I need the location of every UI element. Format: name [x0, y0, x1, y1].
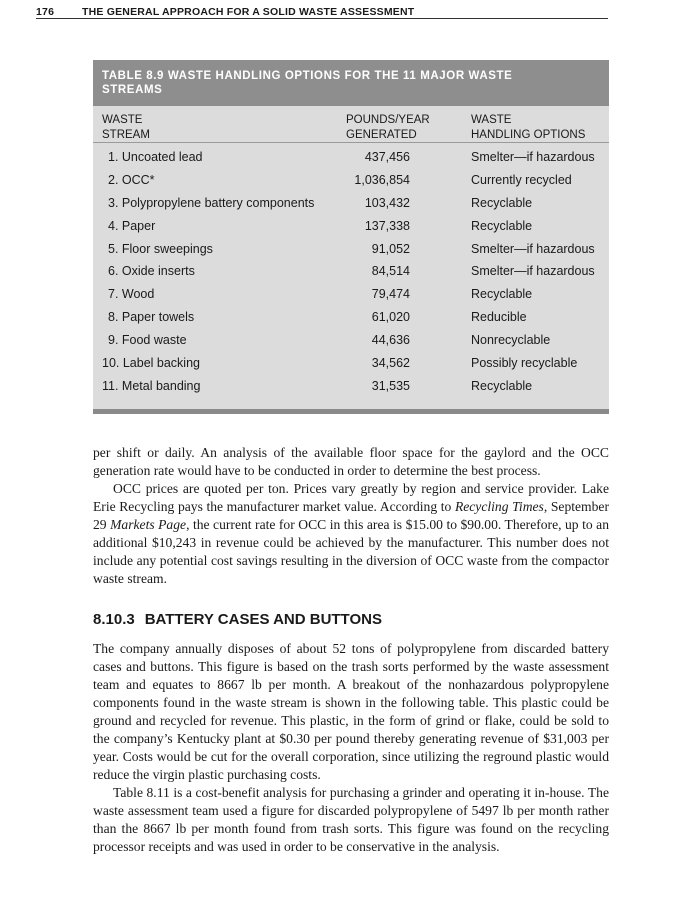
- running-header: [36, 6, 608, 19]
- cell-stream: 4. Paper: [108, 218, 156, 233]
- cell-stream: 6. Oxide inserts: [108, 264, 195, 279]
- column-header-handling-options: WASTE HANDLING OPTIONS: [471, 114, 586, 141]
- cell-stream: 9. Food waste: [108, 333, 187, 348]
- table-column-headers: [93, 106, 609, 143]
- cell-option: Recyclable: [471, 378, 533, 393]
- table-row: [93, 146, 609, 169]
- cell-pounds: 31,535: [371, 378, 410, 393]
- cell-option: Possibly recyclable: [471, 356, 578, 371]
- cell-option: Recyclable: [471, 218, 533, 233]
- cell-stream: 8. Paper towels: [108, 310, 195, 325]
- cell-stream: 7. Wood: [108, 287, 155, 302]
- cell-pounds: 84,514: [371, 264, 410, 279]
- paragraph: Table 8.11 is a cost-benefit analysis for purchasing a grinder and operating it in-house. The waste assessment team used a figure for discarded polypropylene of 5497 lb per month rather than the 8667 lb per month found from trash sorts. This figure was found on the recycling processor receipts and was used in order to be conservative in the analysis.: [93, 785, 609, 854]
- cell-pounds: 137,338: [364, 218, 410, 233]
- column-header-waste-stream: WASTE STREAM: [102, 114, 150, 141]
- table-row: [93, 238, 609, 261]
- cell-option: Nonrecyclable: [471, 333, 551, 348]
- cell-pounds: 34,562: [371, 356, 410, 371]
- cell-option: Recyclable: [471, 195, 533, 210]
- paragraph: OCC prices are quoted per ton. Prices vary greatly by region and service provider. Lake Erie Recycling pays the manufacturer market value. According to Recycling Times, September 29 Markets Page, the current rate for OCC in this area is $15.00 to $90.00. Therefore, up to an additional $10,243 in revenue could be achieved by the manufacturer. This number does not include any potential cost savings resulting in the diversion of OCC waste from the compactor waste stream.: [93, 481, 609, 586]
- body-text-bottom: [93, 640, 609, 856]
- table-title-line: TABLE 8.9 WASTE HANDLING OPTIONS FOR THE 11 MAJOR WASTE: [102, 70, 513, 82]
- table-row: [93, 283, 609, 306]
- cell-stream: 10. Label backing: [102, 356, 200, 371]
- paragraph: per shift or daily. An analysis of the available floor space for the gaylord and the OCC generation rate would have to be conducted in order to determine the best process.: [93, 445, 609, 478]
- section-heading: [93, 611, 609, 628]
- table-row: [93, 352, 609, 375]
- cell-stream: 2. OCC*: [108, 172, 155, 187]
- cell-pounds: 91,052: [371, 241, 410, 256]
- publication-name: Recycling Times: [454, 499, 544, 514]
- cell-pounds: 44,636: [371, 333, 410, 348]
- publication-name: Markets Page: [110, 517, 187, 532]
- cell-option: Smelter—if hazardous: [471, 241, 595, 256]
- table-8-9: [93, 60, 609, 414]
- cell-pounds: 103,432: [364, 195, 410, 210]
- cell-option: Smelter—if hazardous: [471, 264, 595, 279]
- table-row: [93, 192, 609, 215]
- cell-option: Reducible: [471, 310, 527, 325]
- page-number: 176: [36, 6, 55, 18]
- cell-stream: 1. Uncoated lead: [108, 150, 203, 164]
- cell-option: Currently recycled: [471, 172, 572, 187]
- table-row: [93, 306, 609, 329]
- cell-stream: 3. Polypropylene battery components: [108, 195, 315, 210]
- column-header-pounds-year: POUNDS/YEAR GENERATED: [346, 114, 430, 141]
- running-title: THE GENERAL APPROACH FOR A SOLID WASTE ASSESSMENT: [82, 6, 415, 18]
- table-body: [93, 143, 609, 398]
- table-title-line: STREAMS: [102, 84, 163, 96]
- cell-pounds: 61,020: [371, 310, 410, 325]
- cell-pounds: 1,036,854: [354, 172, 410, 187]
- paragraph: The company annually disposes of about 52 tons of polypropylene from discarded battery cases and buttons. This figure is based on the trash sorts performed by the waste assessment team and equates to 8667 lb per month. A breakout of the nonhazardous polypropylene components found in the waste stream is shown in the following table. This plastic could be ground and recycled for revenue. This plastic, in the form of grind or flake, could be sold to the company’s Kentucky plant at $0.30 per pound thereby generating revenue of $31,003 per year. Costs would be cut for the overall corporation, since utilizing the reground plastic would reduce the virgin plastic purchasing costs.: [93, 641, 609, 782]
- cell-stream: 5. Floor sweepings: [108, 241, 213, 256]
- table-row: [93, 329, 609, 352]
- section-number: 8.10.3: [93, 611, 135, 628]
- table-row: [93, 215, 609, 238]
- cell-stream: 11. Metal banding: [102, 378, 201, 393]
- table-title: [93, 60, 609, 106]
- table-row: [93, 260, 609, 283]
- cell-pounds: 437,456: [364, 150, 410, 164]
- table-row: [93, 169, 609, 192]
- cell-pounds: 79,474: [371, 287, 410, 302]
- table-row: [93, 375, 609, 398]
- cell-option: Smelter—if hazardous: [471, 150, 595, 164]
- section-title: BATTERY CASES AND BUTTONS: [144, 611, 382, 628]
- body-text-top: [93, 444, 609, 588]
- cell-option: Recyclable: [471, 287, 533, 302]
